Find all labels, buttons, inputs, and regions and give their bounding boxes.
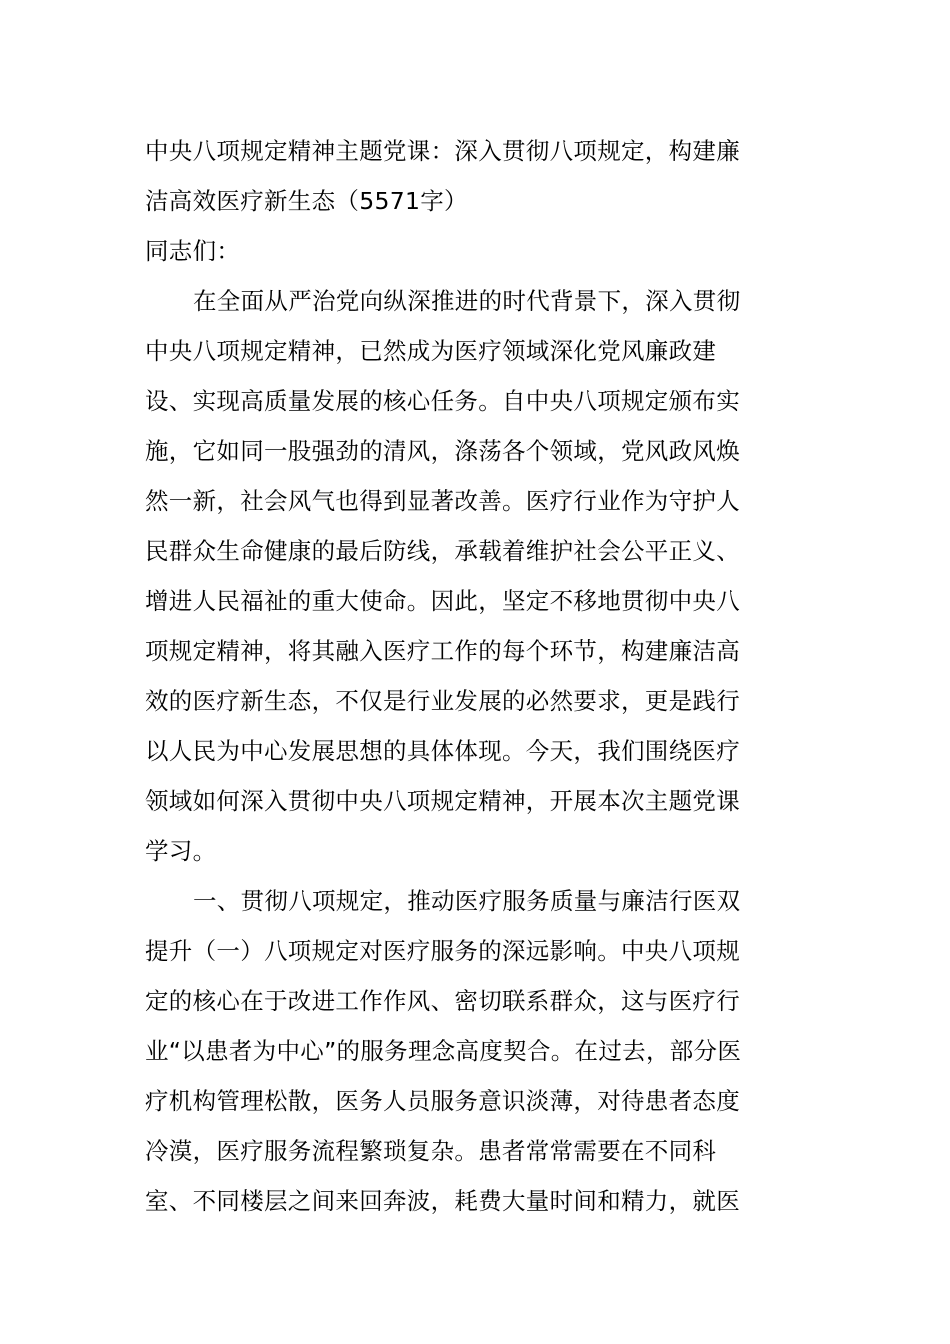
paragraph-line: 疗机构管理松散，医务人员服务意识淡薄，对待患者态度 (145, 1087, 740, 1115)
document-page (145, 126, 795, 1226)
paragraph-line: 效的医疗新生态，不仅是行业发展的必然要求，更是践行 (145, 687, 740, 715)
paragraph-line: 民群众生命健康的最后防线，承载着维护社会公平正义、 (145, 537, 740, 565)
paragraph-line: 在全面从严治党向纵深推进的时代背景下，深入贯彻 (193, 287, 741, 315)
title-line-1: 中央八项规定精神主题党课：深入贯彻八项规定，构建廉 (145, 137, 740, 165)
paragraph-line: 室、不同楼层之间来回奔波，耗费大量时间和精力，就医 (145, 1187, 740, 1215)
paragraph-line: 领域如何深入贯彻中央八项规定精神，开展本次主题党课 (145, 787, 740, 815)
paragraph-line: 学习。 (145, 837, 217, 865)
paragraph-line: 设、实现高质量发展的核心任务。自中央八项规定颁布实 (145, 387, 740, 415)
paragraph-line: 业“以患者为中心”的服务理念高度契合。在过去，部分医 (145, 1037, 742, 1065)
paragraph-line: 中央八项规定精神，已然成为医疗领域深化党风廉政建 (145, 337, 717, 365)
paragraph-section-1 (145, 876, 795, 1226)
section-heading-line: 一、贯彻八项规定，推动医疗服务质量与廉洁行医双 (193, 887, 741, 915)
paragraph-line: 冷漠，医疗服务流程繁琐复杂。患者常常需要在不同科 (145, 1137, 717, 1165)
paragraph-line: 定的核心在于改进工作作风、密切联系群众，这与医疗行 (145, 987, 740, 1015)
salutation: 同志们： (145, 237, 241, 265)
title-line-2: 洁高效医疗新生态（5571字） (145, 187, 468, 215)
paragraph-line: 以人民为中心发展思想的具体体现。今天，我们围绕医疗 (145, 737, 740, 765)
paragraph-line: 项规定精神，将其融入医疗工作的每个环节，构建廉洁高 (145, 637, 740, 665)
paragraph-line: 增进人民福祉的重大使命。因此，坚定不移地贯彻中央八 (145, 587, 740, 615)
paragraph-line: 提升（一）八项规定对医疗服务的深远影响。中央八项规 (145, 937, 740, 965)
paragraph-line: 然一新，社会风气也得到显著改善。医疗行业作为守护人 (145, 487, 740, 515)
paragraph-intro (145, 276, 795, 876)
paragraph-line: 施，它如同一股强劲的清风，涤荡各个领域，党风政风焕 (145, 437, 740, 465)
